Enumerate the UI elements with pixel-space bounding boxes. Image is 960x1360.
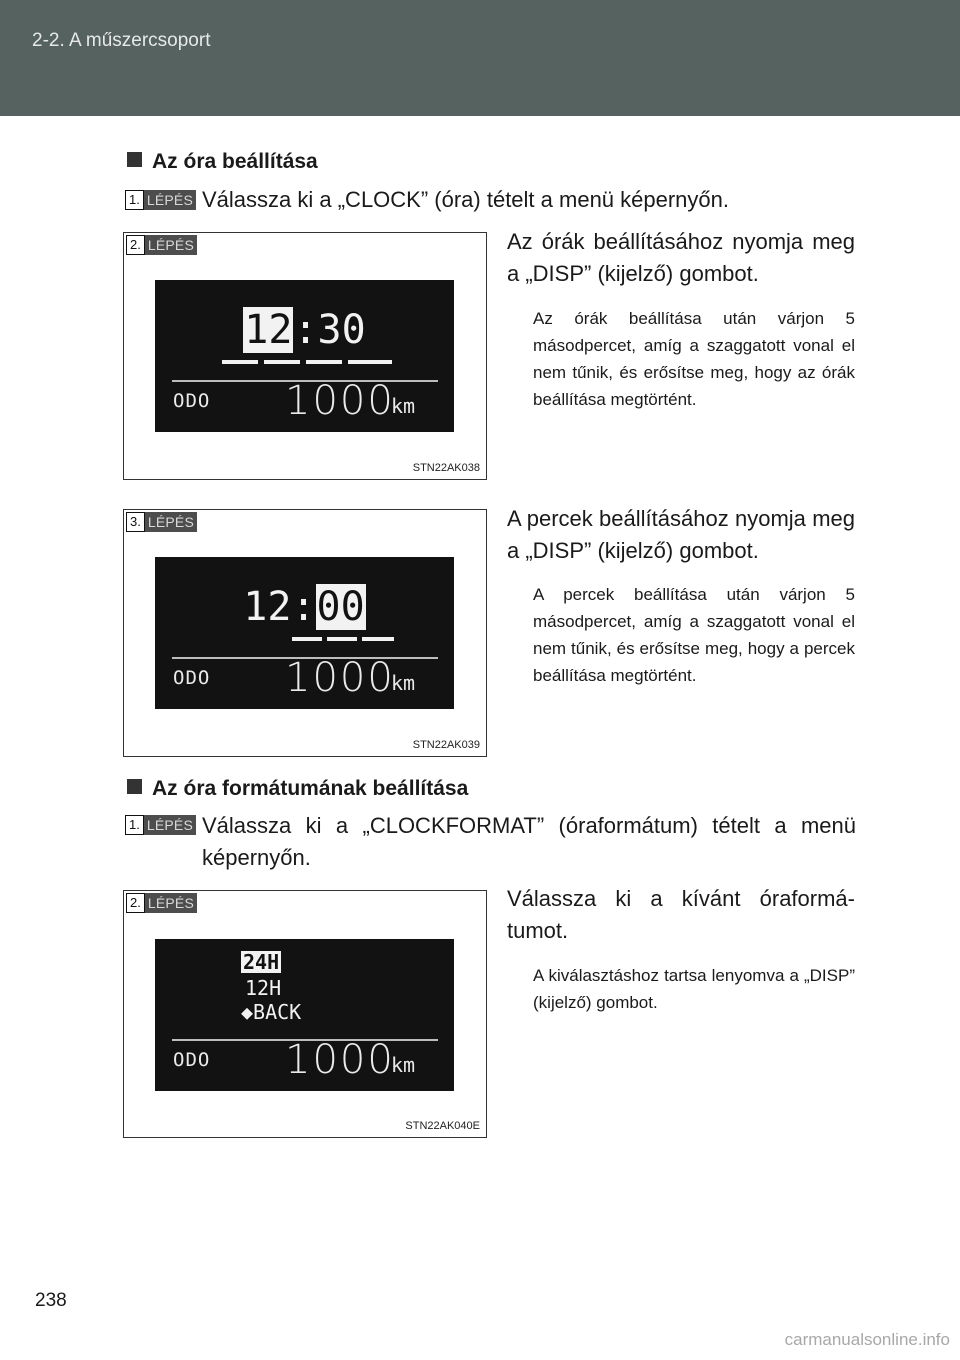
step-3-note: A percek beállítása után várjon 5 másodpercet, amíg a szaggatott vonal el nem tűnik, és erősítse meg, hogy a percek beállítása megtörtént. (533, 585, 855, 685)
step-2-text: Válassza ki a kívánt óraformá-tumot. (507, 886, 855, 943)
dash (348, 360, 392, 364)
figure-clock-format (123, 890, 487, 1138)
dash (327, 637, 357, 641)
step-badge-1: 1. LÉPÉS (125, 190, 196, 210)
step-1-text: Válassza ki a „CLOCK” (óra) tételt a menü képernyőn. (202, 187, 730, 212)
step-badge-2: 2. LÉPÉS (126, 893, 197, 913)
page-number: 238 (35, 1290, 67, 1311)
square-bullet-icon (127, 779, 142, 794)
dash (306, 360, 342, 364)
step-badge-1: 1. LÉPÉS (125, 815, 196, 835)
display-screen (155, 939, 454, 1091)
step-badge-2: 2. LÉPÉS (126, 235, 197, 255)
odo-label: ODO (173, 1049, 211, 1071)
format-option-back: ◆BACK (241, 1000, 302, 1024)
step-badge-3: 3. LÉPÉS (126, 512, 197, 532)
dash (222, 360, 258, 364)
figure-code: STN22AK038 (412, 462, 480, 474)
dash (264, 360, 300, 364)
odo-value: 1000 (285, 378, 395, 424)
format-option-24h: 24H (243, 950, 280, 974)
watermark: carmanualsonline.info (784, 1330, 950, 1349)
odo-unit: km (391, 671, 416, 695)
dash (362, 637, 394, 641)
step-3-text: A percek beállításához nyomja meg a „DISP” (kijelző) gombot. (507, 506, 855, 563)
step-2-note: A kiválasztáshoz tartsa lenyomva a „DISP” (kijelző) gombot. (533, 966, 855, 1012)
figure-code: STN22AK040E (405, 1120, 480, 1132)
dash (292, 637, 322, 641)
format-option-12h: 12H (245, 976, 282, 1000)
figure-clock-minutes (123, 509, 487, 757)
figure-code: STN22AK039 (412, 739, 480, 751)
page-header (0, 0, 960, 116)
odo-label: ODO (173, 390, 211, 412)
odo-value: 1000 (285, 655, 395, 701)
odo-unit: km (391, 394, 416, 418)
clock-readout: 12:00 (243, 584, 365, 630)
section-title-clock-format: Az óra formátumának beállítása (127, 777, 468, 801)
step-1-text: Válassza ki a „CLOCKFORMAT” (óraformátum) tételt a menü képernyőn. (202, 813, 856, 870)
step-2-note: Az órák beállítása után várjon 5 másodpercet, amíg a szaggatott vonal el nem tűnik, és erősítse meg, hogy az órák beállítása megtörtént. (533, 309, 855, 409)
display-screen (155, 557, 454, 709)
odo-value: 1000 (285, 1037, 395, 1083)
section-title-clock: Az óra beállítása (127, 150, 318, 174)
odo-unit: km (391, 1053, 416, 1077)
chapter-title: 2-2. A műszercsoport (32, 30, 211, 51)
figure-clock-hours (123, 232, 487, 480)
odo-label: ODO (173, 667, 211, 689)
display-screen (155, 280, 454, 432)
square-bullet-icon (127, 152, 142, 167)
step-2-text: Az órák beállításához nyomja meg a „DISP” (kijelző) gombot. (507, 229, 855, 286)
clock-readout: 12:30 (244, 307, 366, 353)
